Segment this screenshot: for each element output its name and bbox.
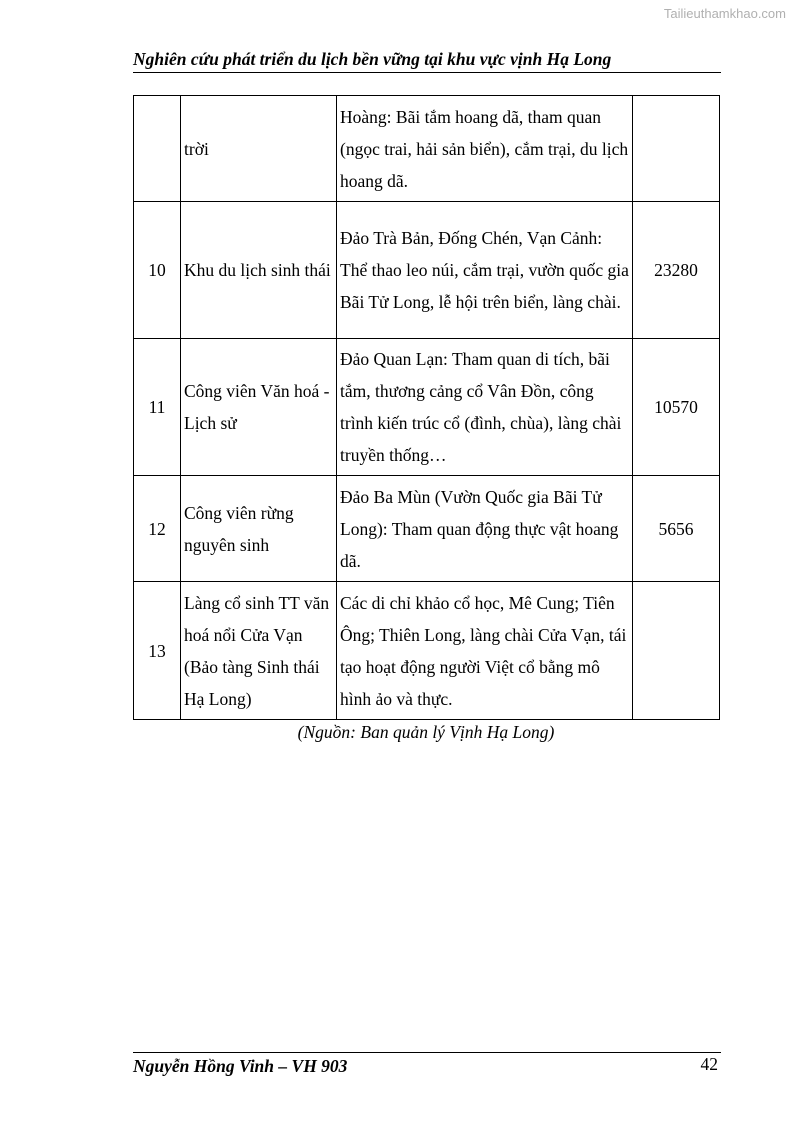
page-number: 42 <box>700 1054 718 1074</box>
row-activities: Đảo Ba Mùn (Vườn Quốc gia Bãi Tử Long): Tham quan động thực vật hoang dã. <box>337 476 633 582</box>
footer-author: Nguyễn Hồng Vinh – VH 903 <box>133 1056 348 1076</box>
table-row <box>134 476 720 582</box>
row-value <box>633 582 720 720</box>
header-divider <box>133 72 721 73</box>
table-row <box>134 339 720 476</box>
row-name: Công viên rừng nguyên sinh <box>181 476 337 582</box>
watermark: Tailieuthamkhao.com <box>663 6 786 21</box>
row-number: 12 <box>134 476 181 582</box>
row-name: Công viên Văn hoá - Lịch sử <box>181 339 337 476</box>
row-number <box>134 96 181 202</box>
table-row <box>134 202 720 339</box>
source-caption: (Nguồn: Ban quản lý Vịnh Hạ Long) <box>297 722 555 742</box>
row-number: 10 <box>134 202 181 339</box>
table-row <box>134 582 720 720</box>
row-activities: Các di chỉ khảo cổ học, Mê Cung; Tiên Ông; Thiên Long, làng chài Cửa Vạn, tái tạo hoạt động người Việt cổ bằng mô hình ảo và thực. <box>337 582 633 720</box>
row-value: 23280 <box>633 202 720 339</box>
row-name: Khu du lịch sinh thái <box>181 202 337 339</box>
row-number: 11 <box>134 339 181 476</box>
page-header-title: Nghiên cứu phát triển du lịch bền vững tại khu vực vịnh Hạ Long <box>133 49 612 69</box>
row-activities: Hoàng: Bãi tắm hoang dã, tham quan (ngọc trai, hải sản biển), cắm trại, du lịch hoang dã. <box>337 96 633 202</box>
row-name: trời <box>181 96 337 202</box>
row-value <box>633 96 720 202</box>
row-name: Làng cổ sinh TT văn hoá nổi Cửa Vạn (Bảo tàng Sinh thái Hạ Long) <box>181 582 337 720</box>
row-value: 10570 <box>633 339 720 476</box>
row-number: 13 <box>134 582 181 720</box>
attractions-table <box>133 95 720 720</box>
footer-divider <box>133 1052 721 1053</box>
row-value: 5656 <box>633 476 720 582</box>
row-activities: Đảo Trà Bản, Đống Chén, Vạn Cảnh: Thể thao leo núi, cắm trại, vườn quốc gia Bãi Tử Long, lễ hội trên biển, làng chài. <box>337 202 633 339</box>
table-row <box>134 96 720 202</box>
row-activities: Đảo Quan Lạn: Tham quan di tích, bãi tắm, thương cảng cổ Vân Đồn, công trình kiến trúc cổ (đình, chùa), làng chài truyền thống… <box>337 339 633 476</box>
